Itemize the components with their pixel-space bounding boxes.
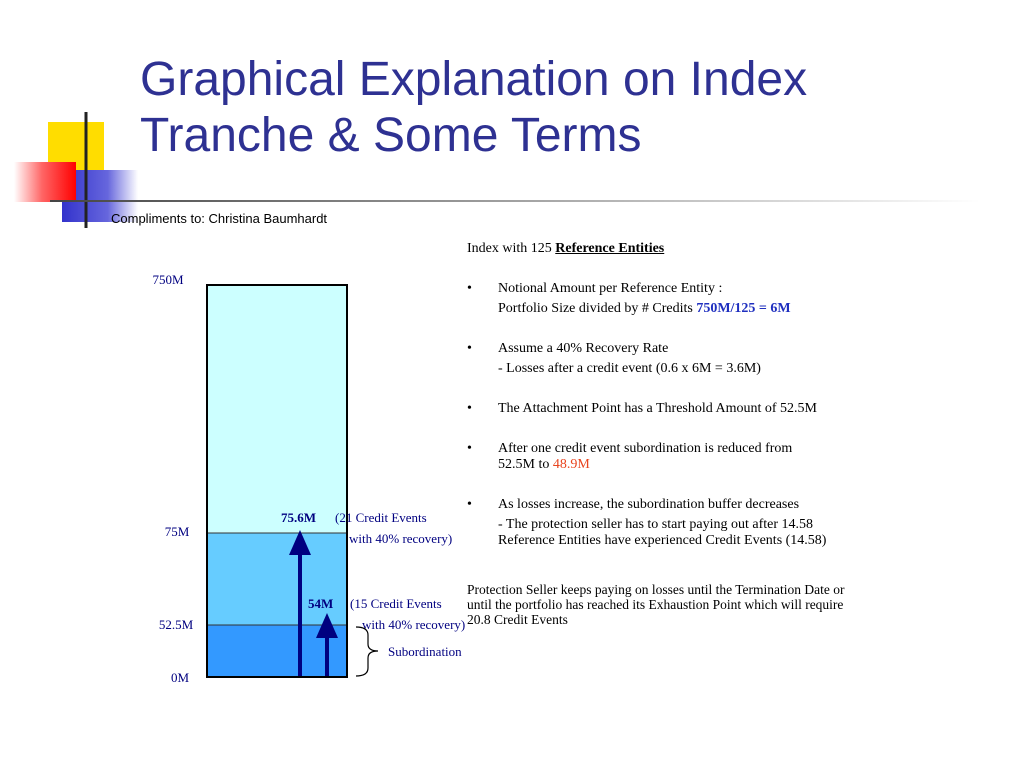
bullet-recovery-rate: • Assume a 40% Recovery Rate - Losses after a credit event (0.6 x 6M = 3.6M) bbox=[467, 341, 761, 376]
explanation-notes bbox=[467, 241, 907, 627]
title-line-2: Tranche & Some Terms bbox=[140, 109, 642, 162]
bullet-subordination-reduced: • After one credit event subordination is reduced from 52.5M to 48.9M bbox=[467, 441, 793, 472]
arrow-label-54m: 54M bbox=[308, 596, 334, 611]
arrow-note-54m-line2: with 40% recovery) bbox=[362, 617, 466, 632]
senior-tranche bbox=[207, 285, 347, 533]
bullet-attachment-point: • The Attachment Point has a Threshold Amount of 52.5M bbox=[467, 401, 817, 416]
axis-label-750m: 750M bbox=[152, 272, 184, 287]
title-line-1: Graphical Explanation on Index bbox=[140, 53, 808, 106]
axis-label-52-5m: 52.5M bbox=[158, 617, 194, 632]
mezzanine-tranche bbox=[207, 533, 347, 625]
notes-intro: Index with 125 Reference Entities bbox=[467, 241, 665, 256]
arrow-label-75-6m: 75.6M bbox=[281, 510, 317, 525]
axis-label-75m: 75M bbox=[164, 524, 190, 539]
tranche-diagram bbox=[0, 230, 520, 710]
reduced-subordination-value: 48.9M bbox=[552, 457, 590, 472]
axis-label-0m: 0M bbox=[170, 670, 190, 685]
bullet-dot: • bbox=[467, 281, 472, 296]
bullet-losses-increase: • As losses increase, the subordination buffer decreases - The protection seller has to start paying out after 14.58 Reference Entities have experienced Credit Events (14.58) bbox=[467, 497, 827, 548]
reference-entities-link: Reference Entities bbox=[555, 241, 665, 256]
arrow-note-75-6m-line2: with 40% recovery) bbox=[349, 531, 453, 546]
notional-formula: 750M/125 = 6M bbox=[696, 301, 791, 316]
exhaustion-point-note: Protection Seller keeps paying on losses until the Termination Date or until the portfolio has reached its Exhaustion Point which will require 20.8 Credit Events bbox=[467, 582, 845, 627]
subordination-brace bbox=[356, 627, 378, 676]
arrow-note-75-6m-line1: (21 Credit Events bbox=[335, 510, 427, 525]
horizontal-rule bbox=[50, 200, 980, 202]
red-square bbox=[14, 162, 76, 202]
arrow-note-54m-line1: (15 Credit Events bbox=[350, 596, 442, 611]
bullet-dot: • bbox=[467, 441, 472, 456]
compliments-note: Compliments to: Christina Baumhardt bbox=[111, 211, 328, 226]
bullet-dot: • bbox=[467, 341, 472, 356]
page-title bbox=[140, 52, 1000, 164]
bullet-notional-amount: • Notional Amount per Reference Entity : Portfolio Size divided by # Credits 750M/125 = 6M bbox=[467, 281, 791, 316]
bullet-dot: • bbox=[467, 497, 472, 512]
bullet-dot: • bbox=[467, 401, 472, 416]
subordination-label: Subordination bbox=[388, 644, 462, 659]
